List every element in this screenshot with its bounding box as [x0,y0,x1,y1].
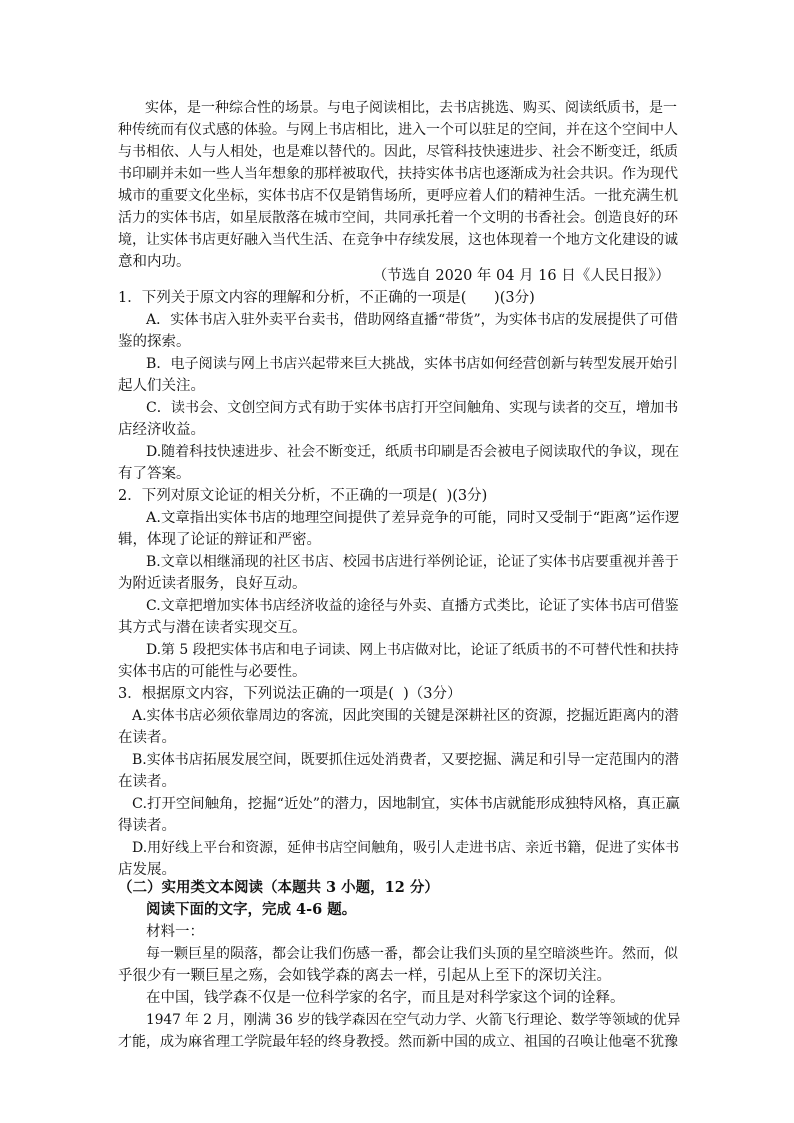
question-1-option-b-cont: 起人们关注。 [118,378,205,394]
question-3-stem: 3．根据原文内容，下列说法正确的一项是( )（3分） [118,686,462,702]
question-3-option-b: B.实体书店拓展发展空间，既要抓住远处消费者，又要挖掘、满足和引导一定范围内的潜 [132,752,679,768]
question-1-option-d-cont: 有了答案。 [118,466,191,482]
question-1-option-b: B．电子阅读与网上书店兴起带来巨大挑战，实体书店如何经营创新与转型发展开始引 [146,356,678,372]
passage-line: 与书相依、人与人相处，也是难以替代的。因此，尽管科技快速进步、社会不断变迁，纸质 [118,144,678,160]
material-line: 在中国，钱学森不仅是一位科学家的名字，而且是对科学家这个词的诠释。 [146,990,625,1006]
passage-line: 活力的实体书店，如星辰散落在城市空间，共同承托着一个文明的书香社会。创造良好的环 [118,210,678,226]
material-line: 1947 年 2 月，刚满 36 岁的钱学森因在空气动力学、火箭飞行理论、数学等领域的优异 [146,1012,681,1028]
question-2-stem: 2．下列对原文论证的相关分析，不正确的一项是( )(3分) [118,488,488,504]
question-3-option-c-cont: 得读者。 [118,818,176,834]
passage-line: 种传统而有仪式感的体验。与网上书店相比，进入一个可以驻足的空间，并在这个空间中人 [118,122,678,138]
question-3-option-a-cont: 在读者。 [118,730,176,746]
question-2-option-c-cont: 其方式与潜在读者实现交互。 [118,620,307,636]
question-2-option-d: D.第 5 段把实体书店和电子词读、网上书店做对比，论证了纸质书的不可替代性和扶持 [146,642,679,658]
question-1-option-d: D.随着科技快速进步、社会不断变迁，纸质书印刷是否会被电子阅读取代的争议，现在 [146,444,680,460]
section-heading: （二）实用类文本阅读（本题共 3 小题，12 分） [118,879,439,896]
material-line: 每一颗巨星的陨落，都会让我们伤感一番，都会让我们头顶的星空暗淡些许。然而，似 [146,946,678,962]
passage-line: 境，让实体书店更好融入当代生活、在竞争中存续发展，这也体现着一个地方文化建设的诚 [118,232,678,248]
question-1-stem: 1．下列关于原文内容的理解和分析，不正确的一项是( )(3分) [118,290,535,306]
question-3-option-d: D.用好线上平台和资源，延伸书店空间触角，吸引人走进书店、亲近书籍，促进了实体书 [132,840,680,856]
question-2-option-a: A.文章指出实体书店的地理空间提供了差异竞争的可能，同时又受制于“距离”运作逻 [146,510,680,526]
question-1-option-a-cont: 鉴的探索。 [118,334,191,350]
question-3-option-b-cont: 在读者。 [118,774,176,790]
question-2-option-c: C.文章把增加实体书店经济收益的途径与外卖、直播方式类比，论证了实体书店可借鉴 [146,598,679,614]
question-2-option-d-cont: 实体书店的可能性与必要性。 [118,664,307,680]
source-citation: （节选自 2020 年 04 月 16 日《人民日报》） [372,268,670,284]
question-2-option-b-cont: 为附近读者服务，良好互动。 [118,576,307,592]
passage-line: 书印刷并未如一些人当年想象的那样被取代，扶持实体书店也逐渐成为社会共识。作为现代 [118,166,678,182]
passage-line: 城市的重要文化坐标，实体书店不仅是销售场所，更呼应着人们的精神生活。一批充满生机 [118,188,678,204]
question-3-option-a: A.实体书店必须依靠周边的客流，因此突围的关键是深耕社区的资源，挖掘近距离内的潜 [132,708,679,724]
passage-line: 意和内功。 [118,254,191,270]
section-instruction: 阅读下面的文字，完成 4-6 题。 [146,901,357,918]
question-3-option-c: C.打开空间触角，挖掘“近处”的潜力，因地制宜，实体书店就能形成独特风格，真正赢 [132,796,680,812]
question-3-option-d-cont: 店发展。 [118,862,176,878]
material-line: 才能，成为麻省理工学院最年轻的终身教授。然而新中国的成立、祖国的召唤让他毫不犹豫 [118,1034,678,1050]
passage-line: 实体，是一种综合性的场景。与电子阅读相比，去书店挑选、购买、阅读纸质书，是一 [145,100,677,116]
question-2-option-a-cont: 辑，体现了论证的辩证和严密。 [118,532,321,548]
question-1-option-c: C．读书会、文创空间方式有助于实体书店打开空间触角、实现与读者的交互，增加书 [146,400,679,416]
question-2-option-b: B.文章以相继涌现的社区书店、校园书店进行举例论证，论证了实体书店要重视并善于 [146,554,679,570]
material-label: 材料一： [146,924,204,940]
question-1-option-a: A．实体书店入驻外卖平台卖书，借助网络直播“带货”，为实体书店的发展提供了可借 [146,312,678,328]
question-1-option-c-cont: 店经济收益。 [118,422,205,438]
material-line: 乎很少有一颗巨星之殇，会如钱学森的离去一样，引起从上至下的深切关注。 [118,968,611,984]
